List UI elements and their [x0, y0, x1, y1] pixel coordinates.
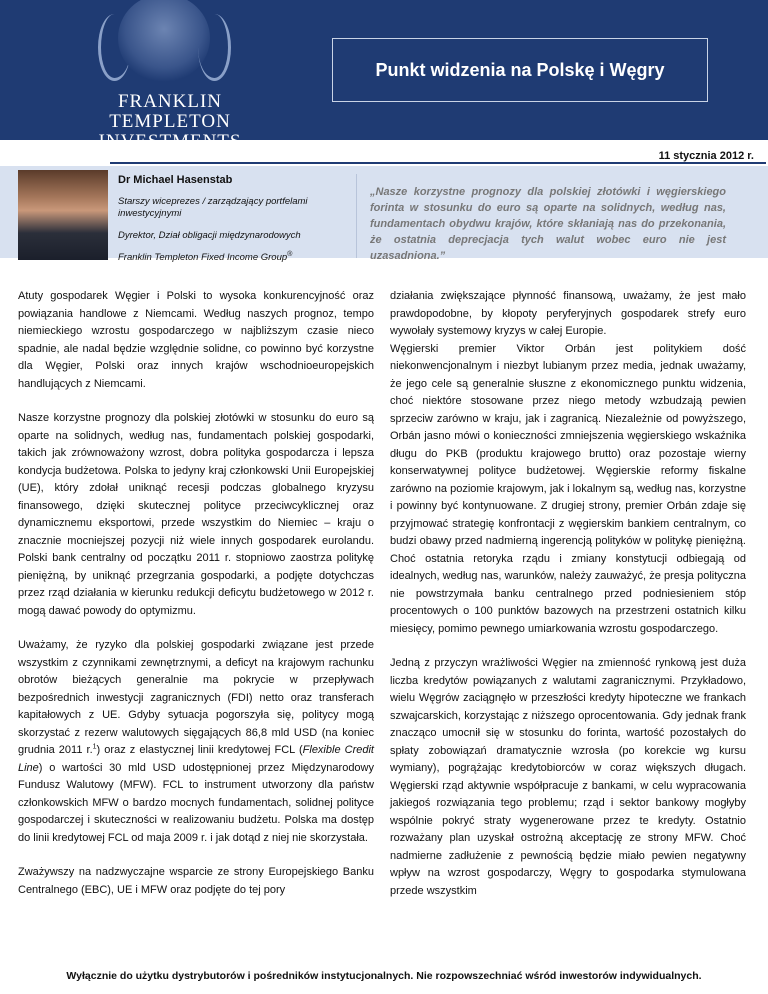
author-photo: [18, 170, 108, 260]
publication-date: 11 stycznia 2012 r.: [658, 150, 754, 162]
date-divider: [110, 162, 766, 164]
paragraph: Zważywszy na nadzwyczajne wsparcie ze strony Europejskiego Banku Centralnego (EBC), UE i MFW oraz podjęte do tej pory: [18, 866, 374, 896]
left-column: [18, 288, 374, 916]
brand-line2: INVESTMENTS: [98, 131, 242, 152]
author-department: Dyrektor, Dział obligacji międzynarodowych: [118, 230, 301, 241]
paragraph: Nasze korzystne prognozy dla polskiej złotówki w stosunku do euro są oparte na solidnych, według nas, fundamentach polskiej gospodarki, takich jak zrównoważony wzrost, dobra polityka gospodarcza i lepsza kondycja budżetowa. Polska to jedyny kraj członkowski Unii Europejskiej (UE), który zdołał uniknąć recesji podczas globalnego kryzysu finansowego, dzięki skutecznej polityce przeciwcyklicznej oraz dynamicznemu eksportowi, przede wszystkim do Niemiec – kraju o znacznie mocniejszej pozycji niż wiele innych gospodarek eurolandu. Polski bank centralny od początku 2011 r. stopniowo zaostrza politykę pieniężną, by uniknąć przegrzania gospodarki, a podjęte dotychczas przez rząd działania w kierunku redukcji deficytu budżetowego w 2012 r. mogą dawać powody do optymizmu.: [18, 412, 374, 617]
author-role: Starszy wiceprezes / zarządzający portfelami inwestycyjnymi: [118, 196, 308, 219]
footnote-ref: 1: [92, 743, 97, 751]
author-group-name: Franklin Templeton Fixed Income Group: [118, 252, 288, 263]
pull-quote: „Nasze korzystne prognozy dla polskiej złotówki i węgierskiego forinta w stosunku do euro są oparte na solidnych, według nas, fundamentach obydwu krajów, które skłaniają nas do przekonania, że ostatnia deprecjacja tych walut wobec euro nie jest uzasadniona.”: [370, 186, 726, 262]
franklin-portrait-logo: [118, 0, 210, 82]
registered-mark: ®: [287, 250, 293, 258]
paragraph-text: ) oraz z elastycznej linii kredytowej FCL (: [96, 744, 303, 756]
author-group: [118, 252, 348, 264]
paragraph: Jedną z przyczyn wrażliwości Węgier na zmienność rynkową jest duża liczba kredytów powiązanych z walutami zagranicznymi. Przykładowo, wielu Węgrów zaciągnęło w przeszłości kredyty hipoteczne we frankach szwajcarskich, korzystając z niższego oprocentowania. Gdy jednak frank znacząco umocnił się w stosunku do forinta, wartość pozostałych do spłaty zobowiązań dramatycznie wzrosła (po korekcie wg kursu wymiany), pogrążając kredytobiorców w coraz większych długach. Węgierski rząd aktywnie współpracuje z bankami, w celu wypracowania jakiegoś rozwiązania tego problemu; rząd i sektor bankowy mogłyby wspólnie pokryć straty wygenerowane przez te kredyty. Ostatnio rozważany plan uzyskał ostrożną akceptację ze strony MFW. Choć nadmierne zadłużenie z pewnością będzie miało pewien negatywny wpływ na wzrost gospodarczy, Węgry to gospodarka stymulowana przede wszystkim: [390, 657, 746, 897]
author-name: Dr Michael Hasenstab: [118, 174, 233, 186]
author-info: [118, 174, 348, 274]
right-column: [390, 288, 746, 917]
paragraph: działania zwiększające płynność finansową, uważamy, że jest mało prawdopodobne, by kłopoty peryferyjnych gospodarek strefy euro wywołały systemowy kryzys w całej Europie.: [390, 290, 746, 337]
paragraph: [18, 637, 374, 847]
paragraph: Atuty gospodarek Węgier i Polski to wysoka konkurencyjność oraz powiązania handlowe z Niemcami. Według naszych prognoz, tempo niemieckiego wzrostu gospodarczego w najbliższym czasie nieco spadnie, ale nadal będzie względnie solidne, co powinno być korzystne dla Węgier, Polski oraz innych krajów wschodnioeuropejskich handlujących z Niemcami.: [18, 290, 374, 390]
paragraph: Węgierski premier Viktor Orbán jest politykiem dość niekonwencjonalnym i niezbyt lubianym przez media, jednak uważamy, że jego cele są generalnie słuszne z ekonomicznego punktu widzenia, choć niektóre stosowane przez niego metody wzbudzają pewien sprzeciw zarówno w kraju, jak i zagranicą. Niezależnie od powyższego, Orbán jasno mówi o konieczności zmniejszenia węgierskiego wskaźnika długu do PKB (produktu krajowego brutto) oraz pozostaje wierny konserwatywnej polityce budżetowej. Węgierskie reformy fiskalne zarówno na poziomie krajowym, jak i lokalnym są, według nas, korzystne i powinny być kontynuowane. Z drugiej strony, premier Orbán zdaje się przyjmować strategię konfrontacji z węgierskim bankiem centralnym, co budzi obawy przed nadmierną ingerencją polityków w politykę pieniężną. Choć ostatnia retoryka rządu i zmiany konstytucji odbiegają od idealnych, według nas, warunków, należy zauważyć, że presja polityczna nie powstrzymała banku centralnego przed podniesieniem stóp procentowych o 100 punktów bazowych na przestrzeni ostatnich kilku miesięcy, pomimo pewnego umiarkowania wzrostu gospodarczego.: [390, 342, 746, 635]
brand-logo: [70, 92, 270, 152]
paragraph-text: Uważamy, że ryzyko dla polskiej gospodarki związane jest przede wszystkim z czynnikami zewnętrznymi, a deficyt na krajowym rachunku obrotów bieżących generalnie ma pokrycie w przepływach bezpośrednich inwestycji zagranicznych (FDI) netto oraz transferach kapitałowych z UE. Gdyby sytuacja pogorszyła się, politycy mogą skorzystać z rezerw walutowych sięgających 86,8 mld USD (na koniec grudnia 2011 r.: [18, 639, 374, 756]
header-banner: [0, 0, 768, 152]
title-box: [332, 38, 708, 102]
footer-disclaimer: Wyłącznie do użytku dystrybutorów i pośredników instytucjonalnych. Nie rozpowszechniać wśród inwestorów indywidualnych.: [66, 970, 702, 982]
paragraph-italic: Flexible Credit Line: [18, 744, 374, 774]
page-title: Punkt widzenia na Polskę i Węgry: [375, 59, 665, 80]
laurel-icon: [198, 14, 231, 81]
author-divider: [356, 174, 357, 258]
paragraph-text: ) o wartości 30 mld USD udostępnionej przez Międzynarodowy Fundusz Walutowy (MFW). FCL to instrument utworzony dla państw członkowskich MFW o bardzo mocnych fundamentach, solidnej polityce gospodarczej i skuteczności w realizowaniu budżetu. Polska ma dostęp do linii kredytowej FCL od maja 2009 r. i jak dotąd z niej nie skorzystała.: [18, 761, 374, 844]
brand-line1: FRANKLIN TEMPLETON: [109, 91, 231, 132]
